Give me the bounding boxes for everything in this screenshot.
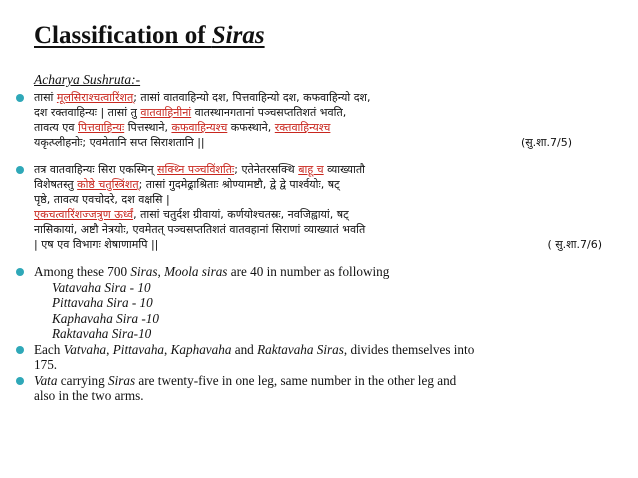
highlighted-term: सक्थ्नि पञ्चविंशतिः <box>157 163 235 176</box>
english-point-3 <box>14 373 624 404</box>
text-segment: तत्र वातवाहिन्यः सिरा एकस्मिन् <box>34 163 158 176</box>
verse-reference: (सु.शा.7/5) <box>520 136 572 149</box>
highlighted-term: एकचत्वारिंशज्जत्रुण ऊर्ध्वं <box>34 208 134 221</box>
sira-count-item: Kaphavaha Sira -10 <box>52 310 159 326</box>
verse-line <box>34 177 624 192</box>
verse-line <box>34 105 624 120</box>
highlighted-term: बाहू च <box>298 163 324 176</box>
highlighted-term: वातवाहिनीनां <box>140 106 192 119</box>
verse-line <box>34 90 624 105</box>
text-segment: Siras <box>130 264 158 279</box>
sanskrit-verse-2 <box>14 162 624 252</box>
text-segment: , तासां चतुर्दश ग्रीवायां, कर्णयोश्चतस्रः, नवजिह्वायां, षट् <box>133 208 349 221</box>
text-segment: Vatvaha <box>63 341 107 357</box>
slide-body <box>14 72 624 404</box>
point-text <box>34 373 624 389</box>
text-segment: carrying <box>57 372 108 388</box>
verse-line: यकृत्प्लीहनोः; एवमेतानि सप्त सिराशतानि || (सु.शा.7/5) <box>34 136 572 149</box>
highlighted-term: मूलसिराश्चत्वारिंशत् <box>56 91 134 104</box>
sira-count-item: Raktavaha Sira-10 <box>52 326 152 341</box>
verse-line: | एष एव विभागः शेषाणामपि || ( सु.शा.7/6) <box>34 238 602 251</box>
bullet-icon <box>16 166 24 174</box>
highlighted-term: कफवाहिन्यश्च <box>171 121 228 134</box>
verse-reference: ( सु.शा.7/6) <box>547 238 602 251</box>
text-segment: Siras <box>107 372 136 388</box>
slide-title: Classification of Siras <box>34 22 265 49</box>
text-segment: विशेषतस्तु <box>34 178 78 191</box>
bullet-icon <box>16 268 24 276</box>
text-segment: ; एतेनेतरसक्थि <box>234 163 299 176</box>
text-segment: , divides themselves into <box>343 341 475 357</box>
text-segment: Among these 700 <box>34 264 131 279</box>
bullet-icon <box>16 94 24 102</box>
point-text <box>34 264 624 280</box>
text-segment: Moola siras <box>164 264 228 279</box>
verse-line <box>34 207 624 222</box>
text-segment: and <box>231 341 258 357</box>
verse-line: पृष्ठे, तावत्य एवचोदरे, दश वक्षसि | <box>34 193 170 206</box>
text-segment: Each <box>34 341 64 357</box>
text-segment: , <box>106 341 113 357</box>
verse-line <box>34 162 624 177</box>
text-segment: पित्तस्थाने, <box>124 121 172 134</box>
text-segment: , <box>164 341 171 357</box>
text-segment: Vata <box>34 372 58 388</box>
point-text-cont: 175. <box>34 357 58 372</box>
sira-count-item: Pittavaha Sira - 10 <box>52 295 153 310</box>
text-segment: are twenty-five in one leg, same number in the other leg and <box>135 372 457 388</box>
text-segment: कफस्थाने, <box>227 121 275 134</box>
point-text <box>34 342 624 358</box>
text-segment: तावत्य एव <box>34 121 78 134</box>
text-segment: ; तासां वातवाहिन्यो दश, पित्तवाहिन्यो दश, कफवाहिन्यो दश, <box>133 91 371 104</box>
highlighted-term: पित्तवाहिन्यः <box>78 121 125 134</box>
point-text-cont: also in the two arms. <box>34 388 144 403</box>
verse-line: नासिकायां, अष्टौ नेत्रयोः, एवमेतत् पञ्चसप्ततिशतं वातवहानां सिराणां व्याख्यातं भवति <box>34 223 366 236</box>
highlighted-term: रक्तवाहिन्यश्च <box>274 121 331 134</box>
text-segment: Pittavaha <box>112 341 165 357</box>
highlighted-term: कोष्ठे चतुस्त्रिंशत् <box>77 178 139 191</box>
text-segment: are 40 in number as following <box>227 264 390 279</box>
verse-line <box>34 120 624 135</box>
english-point-2 <box>14 342 624 373</box>
text-segment: ; तासां गुदमेढ्राश्रिताः श्रोण्यामष्टौ, द्वे द्वे पार्श्वयोः, षट् <box>138 178 340 191</box>
bullet-icon <box>16 377 24 385</box>
text-segment: Kaphavaha <box>170 341 232 357</box>
text-segment: Raktavaha Siras <box>257 341 344 357</box>
text-segment: व्याख्यातौ <box>323 163 365 176</box>
bullet-icon <box>16 346 24 354</box>
sira-count-item: Vatavaha Sira - 10 <box>52 279 151 295</box>
english-point-1 <box>14 264 624 280</box>
text-segment: , <box>157 264 165 279</box>
text-segment: दश रक्तवाहिन्यः | तासां तु <box>34 106 141 119</box>
sanskrit-verse-1 <box>14 90 624 150</box>
source-heading: Acharya Sushruta:- <box>34 72 141 87</box>
text-segment: वातस्थानगतानां पञ्चसप्ततिशतं भवति, <box>191 106 347 119</box>
text-segment: तासां <box>34 91 57 104</box>
